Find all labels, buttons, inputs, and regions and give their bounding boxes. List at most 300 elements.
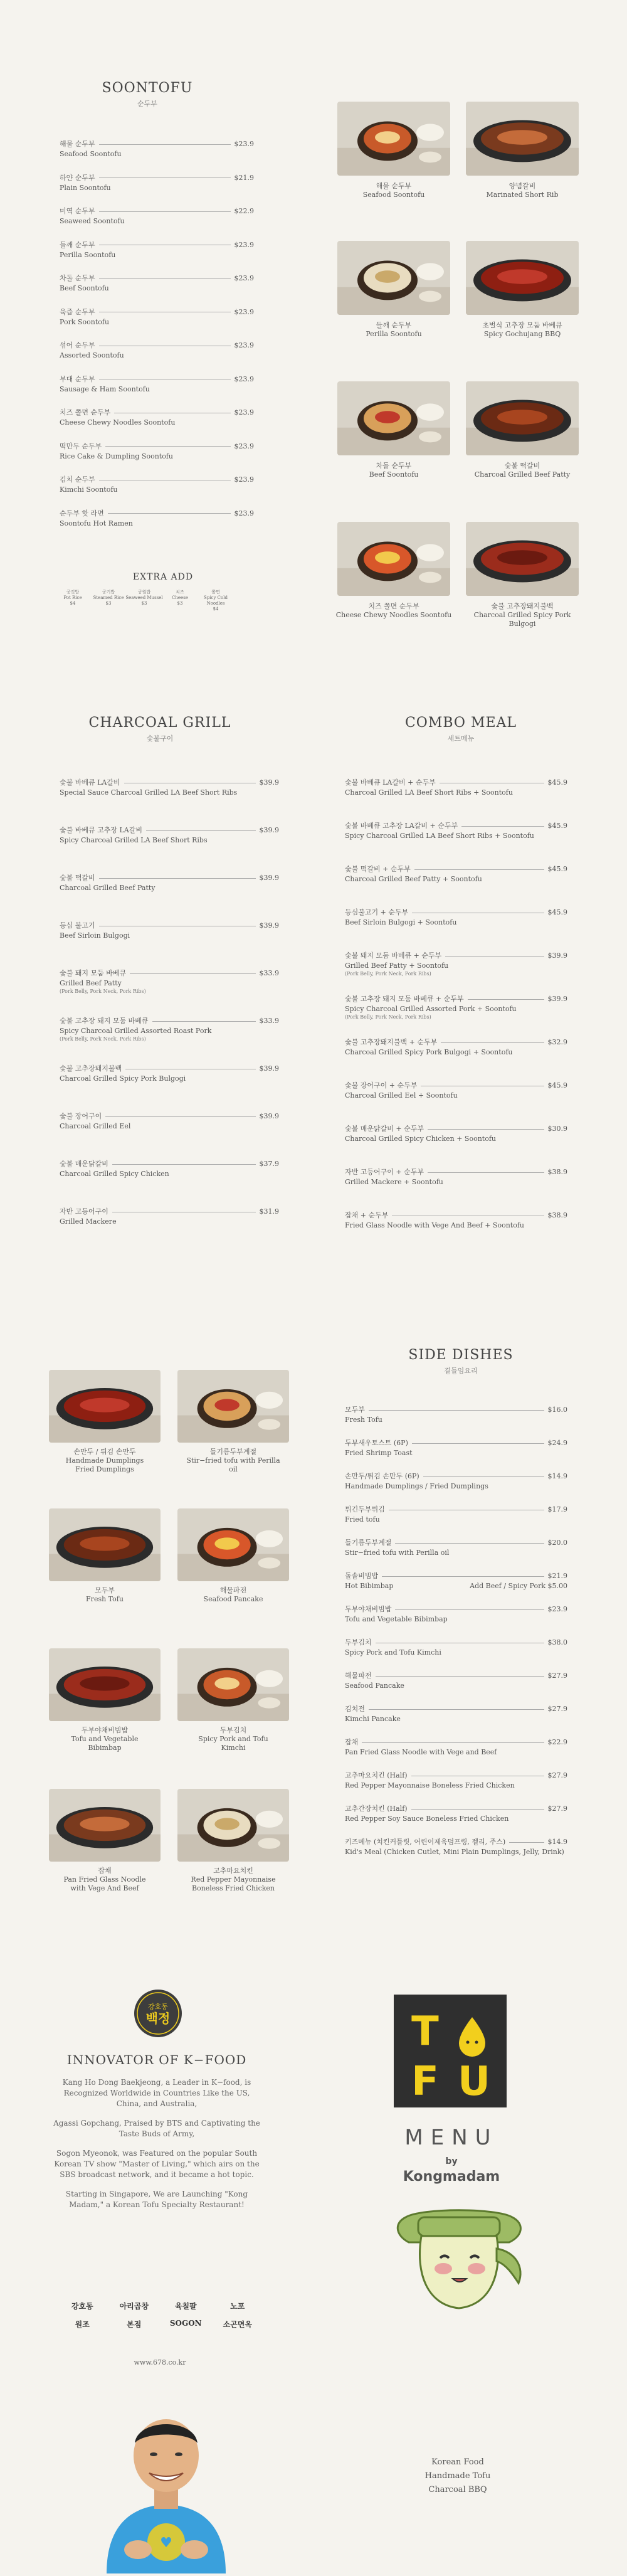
menu-item-row [345, 778, 567, 788]
side-caption-english: Spicy Pork and Tofu Kimchi [198, 1735, 268, 1752]
extra-price: $3 [141, 601, 147, 606]
soontofu-item [60, 408, 254, 428]
dish-caption-english: Spicy Gochujang BBQ [483, 330, 561, 338]
menu-item-row [345, 1405, 567, 1415]
soontofu-item [60, 240, 254, 260]
menu-item-row [345, 1037, 567, 1047]
menu-item-row [345, 994, 567, 1004]
combo-item [345, 1211, 567, 1231]
menu-item-row [60, 509, 254, 519]
item-price: $32.9 [547, 1038, 567, 1046]
menu-item-row [345, 1837, 567, 1847]
menu-item-en-row [60, 183, 254, 193]
extra-item [197, 590, 234, 612]
combo-item [345, 864, 567, 884]
item-korean-name: 숯불 고추장돼지불백 + 순두부 [345, 1038, 438, 1046]
item-korean-name: 김치전 [345, 1705, 365, 1713]
item-price: $22.9 [547, 1738, 567, 1746]
combo-item [345, 821, 567, 841]
svg-text:F: F [411, 2059, 439, 2105]
menu-item-row [60, 873, 279, 883]
menu-item-en-row [60, 1074, 279, 1084]
menu-item-en-row [345, 1548, 567, 1558]
menu-item-row [60, 778, 279, 788]
dish-caption-korean: 숯불 떡갈비 [504, 462, 540, 470]
charcoal-item [60, 825, 279, 845]
combo-item [345, 778, 567, 798]
item-english-name: Seaweed Soontofu [60, 217, 125, 225]
dish-caption [460, 321, 585, 339]
menu-item-en-row [60, 931, 279, 941]
menu-item-en-row [60, 485, 254, 495]
menu-item-row [345, 1604, 567, 1614]
menu-item-en-row [60, 1121, 279, 1132]
item-korean-name: 등심불고기 + 순두부 [345, 908, 409, 916]
menu-item-en-row [60, 1026, 279, 1036]
side-item [345, 1804, 567, 1824]
soontofu-item [60, 374, 254, 395]
menu-item-row [345, 1081, 567, 1091]
item-price: $45.9 [547, 865, 567, 873]
menu-item-en-row [60, 978, 279, 989]
side-dish-caption [186, 1867, 280, 1893]
menu-item-en-row [345, 874, 567, 884]
side-item [345, 1538, 567, 1558]
item-price: $23.9 [234, 341, 254, 349]
item-korean-name: 숯불 바베큐 고추장 LA갈비 [60, 826, 142, 834]
menu-item-en-row [60, 788, 279, 798]
menu-item-row [60, 374, 254, 384]
menu-item-row [345, 864, 567, 874]
item-korean-name: 고추간장치킨 (Half) [345, 1805, 408, 1813]
item-english-name: Kimchi Pancake [345, 1715, 401, 1723]
combo-item [345, 994, 567, 1020]
extra-korean: 공기밥 [102, 590, 115, 595]
dish-caption-english: Beef Soontofu [369, 470, 419, 479]
item-price: $23.9 [234, 475, 254, 484]
item-price: $38.9 [547, 1211, 567, 1219]
about-paragraph: Kang Ho Dong Baekjeong, a Leader in K−food, is Recognized Worldwide in Countries Like the US, China, and Australia, [62, 2078, 251, 2108]
leader-line [376, 1676, 544, 1677]
side-dish-photo [177, 1648, 289, 1721]
dish-caption-korean: 치즈 쫄면 순두부 [368, 602, 419, 610]
item-korean-name: 해물파전 [345, 1672, 372, 1680]
menu-item-en-row [345, 1177, 567, 1187]
item-english-name: Charcoal Grilled LA Beef Short Ribs + Soontofu [345, 788, 513, 797]
side-caption-english: Fresh Tofu [86, 1595, 124, 1603]
leader-line [369, 1410, 544, 1411]
menu-item-en-row [60, 883, 279, 893]
item-price: $23.9 [234, 274, 254, 282]
extra-english: Cheese [172, 595, 188, 600]
menu-item-en-row [60, 519, 254, 529]
svg-text:U: U [458, 2059, 490, 2105]
item-price: $39.9 [259, 778, 279, 787]
leader-line [445, 956, 544, 957]
item-english-name: Charcoal Grilled Spicy Chicken + Soontofu [345, 1135, 497, 1143]
menu-item-row [345, 1771, 567, 1781]
item-price: $23.9 [234, 140, 254, 148]
leader-line [130, 973, 255, 974]
dish-photo [337, 522, 450, 596]
soontofu-header [38, 80, 257, 109]
side-caption-english: Red Pepper Mayonnaise Boneless Fried Chicken [191, 1875, 276, 1892]
side-caption-english: Handmade Dumplings Fried Dumplings [65, 1456, 144, 1473]
soontofu-item [60, 139, 254, 159]
item-korean-name: 차돌 순두부 [60, 274, 95, 282]
item-korean-name: 두부새우토스트 (6P) [345, 1439, 408, 1447]
item-english-name: Rice Cake & Dumpling Soontofu [60, 452, 174, 460]
item-english-name: Grilled Mackere [60, 1217, 117, 1226]
side-dish-caption [58, 1867, 152, 1893]
side-caption-korean: 고추마요치킨 [213, 1867, 253, 1875]
menu-item-row [345, 908, 567, 918]
side-dish-caption [186, 1448, 280, 1474]
side-caption-english: Tofu and Vegetable Bibimbap [71, 1735, 139, 1752]
item-price: $14.9 [547, 1472, 567, 1480]
item-price: $27.9 [547, 1672, 567, 1680]
dish-caption-english: Perilla Soontofu [366, 330, 422, 338]
item-english-name: Charcoal Grilled Spicy Chicken [60, 1170, 169, 1178]
soontofu-item [60, 341, 254, 361]
extra-korean: 공깃밥 [66, 590, 80, 595]
extra-korean: 공원밥 [137, 590, 151, 595]
dish-caption [331, 602, 456, 620]
leader-line [112, 1164, 256, 1165]
item-korean-name: 김치 순두부 [60, 475, 95, 484]
leader-line [99, 144, 231, 145]
side-item [345, 1837, 567, 1857]
side-dish-photo [49, 1370, 161, 1443]
brand-logo: SOGON [169, 2319, 202, 2328]
item-korean-name: 숯불 고추장 돼지 모둠 바베큐 [60, 1017, 149, 1025]
menu-item-row [345, 1671, 567, 1681]
item-korean-name: 잡채 [345, 1738, 359, 1746]
menu-item-en-row [60, 384, 254, 395]
mascot [384, 2198, 534, 2324]
item-english-name: Pork Soontofu [60, 317, 110, 326]
side-caption-english: Pan Fried Glass Noodle with Vege And Beef [63, 1875, 146, 1892]
menu-word: MENU [404, 2125, 498, 2150]
menu-item-en-row [345, 1714, 567, 1724]
side-item [345, 1604, 567, 1625]
side-caption-english: Stir−fried tofu with Perilla oil [186, 1456, 280, 1473]
item-korean-name: 고추마요치킨 (Half) [345, 1771, 408, 1779]
menu-item-en-row [60, 149, 254, 159]
side-item [345, 1505, 567, 1525]
soontofu-item [60, 173, 254, 193]
dish-caption-korean: 양념갈비 [508, 182, 536, 190]
side-dish-photo [177, 1789, 289, 1862]
dish-photo [337, 102, 450, 176]
menu-item-en-row [345, 1134, 567, 1144]
item-english-name: Spicy Charcoal Grilled Assorted Roast Pork [60, 1027, 212, 1035]
soontofu-item [60, 273, 254, 294]
dish-caption-korean: 들깨 순두부 [376, 321, 412, 329]
item-english-name: Fried tofu [345, 1515, 380, 1524]
charcoal-item [60, 1016, 279, 1042]
item-korean-name: 육즙 순두부 [60, 307, 95, 316]
item-korean-name: 숯불 장어구이 + 순두부 [345, 1081, 418, 1089]
brand-logo: 원조 [75, 2320, 90, 2329]
combo-item [345, 1037, 567, 1057]
menu-item-en-row [345, 1648, 567, 1658]
dish-caption [331, 182, 456, 199]
charcoal-item [60, 921, 279, 941]
item-price: $39.9 [259, 1064, 279, 1073]
menu-item-row [345, 1211, 567, 1221]
item-korean-name: 튀긴두부튀김 [345, 1505, 385, 1513]
menu-item-row [345, 1638, 567, 1648]
charcoal-item [60, 968, 279, 995]
extra-english: Seaweed Mussel [125, 595, 163, 600]
dish-caption-english: Cheese Chewy Noodles Soontofu [335, 611, 452, 619]
side-dish-caption [186, 1586, 280, 1604]
item-english-name: Sausage & Ham Soontofu [60, 384, 150, 393]
side-caption-korean: 두부김치 [219, 1726, 247, 1734]
menu-item-row [345, 1124, 567, 1134]
menu-item-row [60, 307, 254, 317]
leader-line [146, 830, 256, 831]
item-price: $21.9 [234, 173, 254, 182]
item-english-name: Red Pepper Mayonnaise Boneless Fried Chicken [345, 1781, 515, 1789]
item-korean-name: 숯불 떡갈비 + 순두부 [345, 865, 411, 873]
dish-caption-english: Charcoal Grilled Spicy Pork Bulgogi [473, 611, 571, 628]
item-korean-name: 키즈메뉴 (치킨커틀릿, 어린이제육덤프링, 젤리, 주스) [345, 1838, 506, 1846]
tofu-logo-icon [394, 1995, 507, 2107]
item-price: $21.9 [547, 1572, 567, 1580]
tagline-line: Charcoal BBQ [428, 2485, 487, 2494]
menu-item-en-row [60, 216, 254, 226]
leader-line [412, 1443, 544, 1444]
item-english-name: Hot Bibimbap [345, 1582, 394, 1590]
leader-line [99, 878, 256, 879]
leader-line [428, 1172, 544, 1173]
item-english-name: Pan Fried Glass Noodle with Vege and Beef [345, 1748, 497, 1756]
item-price: $33.9 [259, 969, 279, 977]
item-note: (Pork Belly, Pork Neck, Pork Ribs) [60, 1036, 146, 1042]
menu-item-en-row [60, 1169, 279, 1179]
side-dish-caption [58, 1448, 152, 1474]
side-caption-english: Seafood Pancake [203, 1595, 263, 1603]
item-price: $38.0 [547, 1638, 567, 1646]
extra-english: Pot Rice [63, 595, 82, 600]
item-note: (Pork Belly, Pork Neck, Pork Ribs) [345, 971, 431, 977]
dish-caption [331, 321, 456, 339]
menu-item-en-row [345, 1047, 567, 1057]
side-dish-caption [58, 1726, 152, 1752]
charcoal-item [60, 778, 279, 798]
side-caption-korean: 손만두 / 튀김 손만두 [73, 1448, 136, 1456]
side-item [345, 1737, 567, 1757]
menu-item-row [60, 1111, 279, 1121]
side-item [345, 1704, 567, 1724]
side-item [345, 1405, 567, 1425]
combo-subtitle: 세트메뉴 [447, 734, 475, 743]
item-korean-name: 숯불 고추장돼지불백 [60, 1064, 122, 1073]
brand-list [56, 2301, 263, 2330]
item-english-name: Spicy Charcoal Grilled LA Beef Short Ribs [60, 836, 208, 844]
item-add-on: Add Beef / Spicy Pork $5.00 [470, 1582, 567, 1590]
about-paragraph: Starting in Singapore, We are Launching "Kong Madam," a Korean Tofu Specialty Restaurant! [65, 2190, 248, 2209]
item-price: $45.9 [547, 822, 567, 830]
combo-item [345, 1124, 567, 1144]
side-dish-caption [186, 1726, 280, 1752]
combo-item [345, 1167, 567, 1187]
charcoal-item [60, 1064, 279, 1084]
extra-add [88, 572, 238, 582]
menu-item-row [60, 968, 279, 978]
menu-item-en-row [60, 418, 254, 428]
extra-item [161, 590, 199, 607]
extra-price: $3 [105, 601, 112, 606]
item-english-name: Grilled Mackere + Soontofu [345, 1178, 443, 1186]
menu-item-row [345, 1804, 567, 1814]
soontofu-title: SOONTOFU [102, 80, 193, 96]
menu-item-row [345, 1704, 567, 1714]
item-price: $31.9 [259, 1207, 279, 1216]
menu-item-en-row [345, 1515, 567, 1525]
item-korean-name: 잡채 + 순두부 [345, 1211, 389, 1219]
item-english-name: Kid's Meal (Chicken Cutlet, Mini Plain Dumplings, Jelly, Drink) [345, 1848, 564, 1856]
menu-item-en-row [345, 1448, 567, 1458]
chef-photo [94, 2399, 238, 2573]
svg-text:강호동: 강호동 [148, 2003, 168, 2011]
item-korean-name: 숯불 바베큐 LA갈비 + 순두부 [345, 778, 436, 787]
menu-item-row [345, 1538, 567, 1548]
item-price: $20.0 [547, 1539, 567, 1547]
badge-icon [133, 1988, 183, 2038]
item-english-name: Seafood Soontofu [60, 150, 122, 158]
about-paragraph: Sogon Myeonok, was Featured on the popular South Korean TV show "Master of Living," which airs on the SBS broadcast network, and it became a hot topic. [54, 2149, 260, 2179]
item-english-name: Assorted Soontofu [60, 351, 124, 359]
combo-header [345, 715, 577, 743]
menu-item-en-row [345, 831, 567, 841]
menu-item-row [60, 1159, 279, 1169]
menu-item-row [345, 1438, 567, 1448]
item-price: $23.9 [234, 509, 254, 517]
extra-item [54, 590, 92, 607]
item-english-name: Soontofu Hot Ramen [60, 519, 133, 527]
item-english-name: Grilled Beef Patty [60, 979, 122, 987]
menu-item-row [345, 1571, 567, 1581]
dish-photo [466, 381, 579, 455]
website-url: www.678.co.kr [134, 2358, 186, 2367]
menu-item-row [345, 821, 567, 831]
side-dish-photo [49, 1508, 161, 1581]
item-price: $23.9 [547, 1605, 567, 1613]
item-price: $45.9 [547, 778, 567, 787]
side-item [345, 1571, 567, 1591]
item-english-name: Spicy Pork and Tofu Kimchi [345, 1648, 441, 1656]
side-title: SIDE DISHES [408, 1347, 514, 1363]
item-english-name: Beef Soontofu [60, 284, 109, 292]
item-english-name: Charcoal Grilled Spicy Pork Bulgogi + Soontofu [345, 1048, 513, 1056]
item-korean-name: 미역 순두부 [60, 207, 95, 215]
leader-line [362, 1742, 544, 1743]
brand-logo: 노포 [230, 2302, 245, 2311]
leader-line [395, 1543, 544, 1544]
charcoal-item [60, 1159, 279, 1179]
charcoal-item [60, 1111, 279, 1132]
extra-item [125, 590, 163, 607]
menu-item-row [60, 442, 254, 452]
item-price: $17.9 [547, 1505, 567, 1513]
item-price: $23.9 [234, 307, 254, 316]
item-korean-name: 모두부 [345, 1406, 365, 1414]
dish-caption-english: Charcoal Grilled Beef Patty [474, 470, 571, 479]
menu-item-en-row [345, 1747, 567, 1757]
item-korean-name: 숯불 매운닭갈비 [60, 1160, 108, 1168]
menu-item-en-row [345, 788, 567, 798]
leader-line [108, 513, 231, 514]
item-price: $14.9 [547, 1838, 567, 1846]
item-english-name: Grilled Beef Patty + Soontofu [345, 962, 449, 970]
side-caption-korean: 들기름두부계절 [209, 1448, 257, 1456]
dish-caption-korean: 숯불 고추장돼지불백 [491, 602, 554, 610]
item-korean-name: 숯불 떡갈비 [60, 874, 95, 882]
leader-line [441, 1042, 544, 1043]
about-paragraph: Agassi Gopchang, Praised by BTS and Captivating the Taste Buds of Army, [53, 2119, 260, 2138]
leader-line [468, 999, 544, 1000]
item-english-name: Fried Glass Noodle with Vege And Beef + Soontofu [345, 1221, 524, 1229]
menu-item-en-row [345, 1681, 567, 1691]
menu-item-row [60, 408, 254, 418]
item-english-name: Seafood Pancake [345, 1682, 404, 1690]
menu-item-en-row [60, 835, 279, 845]
about-title: INNOVATOR OF K−FOOD [66, 2052, 247, 2067]
item-english-name: Spicy Charcoal Grilled LA Beef Short Ribs + Soontofu [345, 832, 534, 840]
dish-photo [466, 102, 579, 176]
item-korean-name: 숯불 돼지 모둠 바베큐 [60, 969, 127, 977]
tagline-line: Handmade Tofu [424, 2471, 491, 2481]
soontofu-item [60, 307, 254, 327]
menu-item-en-row [345, 918, 567, 928]
side-dish-photo [177, 1370, 289, 1443]
item-note: (Pork Belly, Pork Neck, Pork Ribs) [60, 989, 146, 994]
side-caption-korean: 해물파전 [219, 1586, 247, 1594]
dish-caption [460, 182, 585, 199]
item-english-name: Charcoal Grilled Beef Patty + Soontofu [345, 875, 482, 883]
item-price: $23.9 [234, 240, 254, 249]
item-korean-name: 숯불 매운닭갈비 + 순두부 [345, 1125, 424, 1133]
menu-item-row [60, 475, 254, 485]
item-price: $27.9 [547, 1705, 567, 1713]
side-subtitle: 곁들임요리 [444, 1367, 478, 1375]
menu-item-en-row [345, 961, 567, 971]
item-korean-name: 들깨 순두부 [60, 240, 95, 249]
item-korean-name: 숯불 바베큐 고추장 LA갈비 + 순두부 [345, 822, 458, 830]
menu-item-en-row [60, 317, 254, 327]
extra-price: $3 [177, 601, 183, 606]
tagline-line: Korean Food [431, 2457, 484, 2467]
item-price: $39.9 [259, 921, 279, 930]
item-price: $37.9 [259, 1160, 279, 1168]
combo-item [345, 1081, 567, 1101]
menu-item-row [60, 139, 254, 149]
menu-item-row [60, 1207, 279, 1217]
item-english-name: Special Sauce Charcoal Grilled LA Beef Short Ribs [60, 788, 238, 797]
soontofu-item [60, 509, 254, 529]
extra-add-title: EXTRA ADD [132, 572, 194, 582]
brand-badge [133, 1988, 183, 2038]
item-english-name: Plain Soontofu [60, 183, 111, 192]
item-price: $23.9 [234, 374, 254, 383]
menu-item-en-row [60, 284, 254, 294]
dish-caption [460, 462, 585, 479]
menu-item-en-row [60, 1217, 279, 1227]
item-price: $45.9 [547, 1081, 567, 1089]
